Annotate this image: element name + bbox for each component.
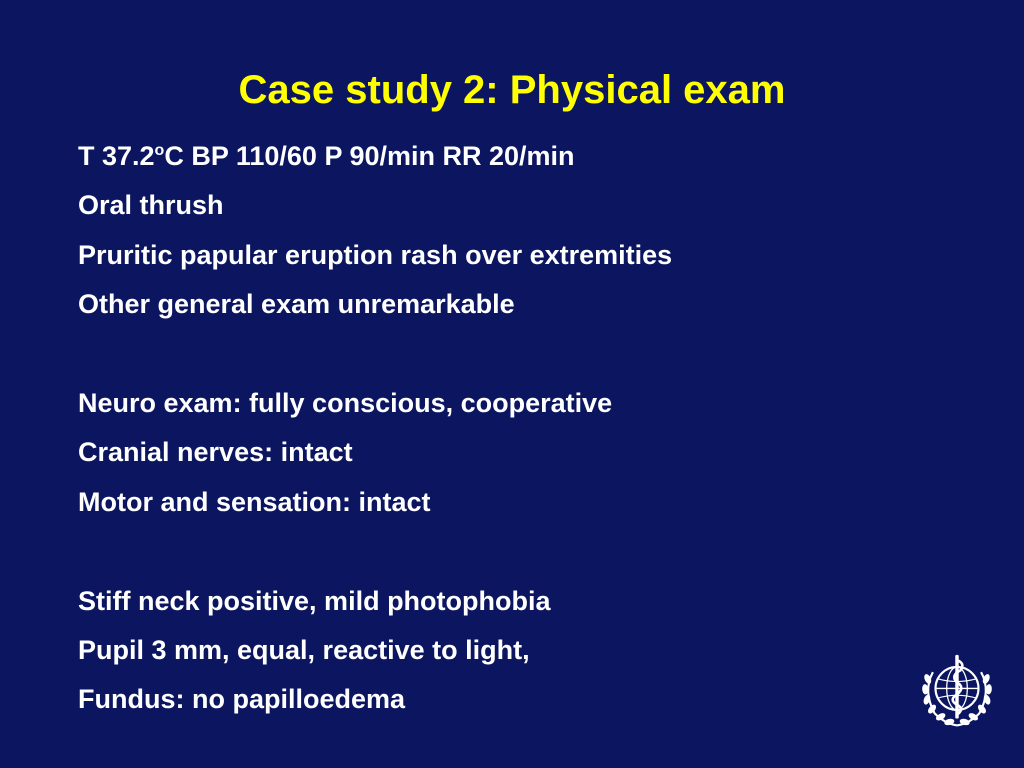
list-item: Motor and sensation: intact: [78, 486, 431, 517]
list-item: Fundus: no papilloedema: [78, 684, 406, 715]
degree-superscript: o: [154, 142, 165, 159]
list-item: Cranial nerves: intact: [78, 437, 353, 468]
vitals-suffix: C BP 110/60 P 90/min RR 20/min: [164, 141, 575, 171]
vitals-prefix: T 37.2: [78, 141, 155, 171]
exam-findings-list: [78, 132, 978, 725]
list-item: Other general exam unremarkable: [78, 289, 515, 320]
list-item: Stiff neck positive, mild photophobia: [78, 585, 551, 616]
who-emblem-icon: [914, 648, 1000, 734]
vitals-line: [78, 132, 978, 181]
list-item: Pupil 3 mm, equal, reactive to light,: [78, 634, 530, 665]
list-item: Pruritic papular eruption rash over extremities: [78, 239, 673, 270]
spacer: [78, 330, 978, 379]
list-item: Oral thrush: [78, 190, 224, 221]
list-item: Neuro exam: fully conscious, cooperative: [78, 387, 613, 418]
slide-title: Case study 2: Physical exam: [238, 68, 786, 112]
spacer: [78, 527, 978, 576]
